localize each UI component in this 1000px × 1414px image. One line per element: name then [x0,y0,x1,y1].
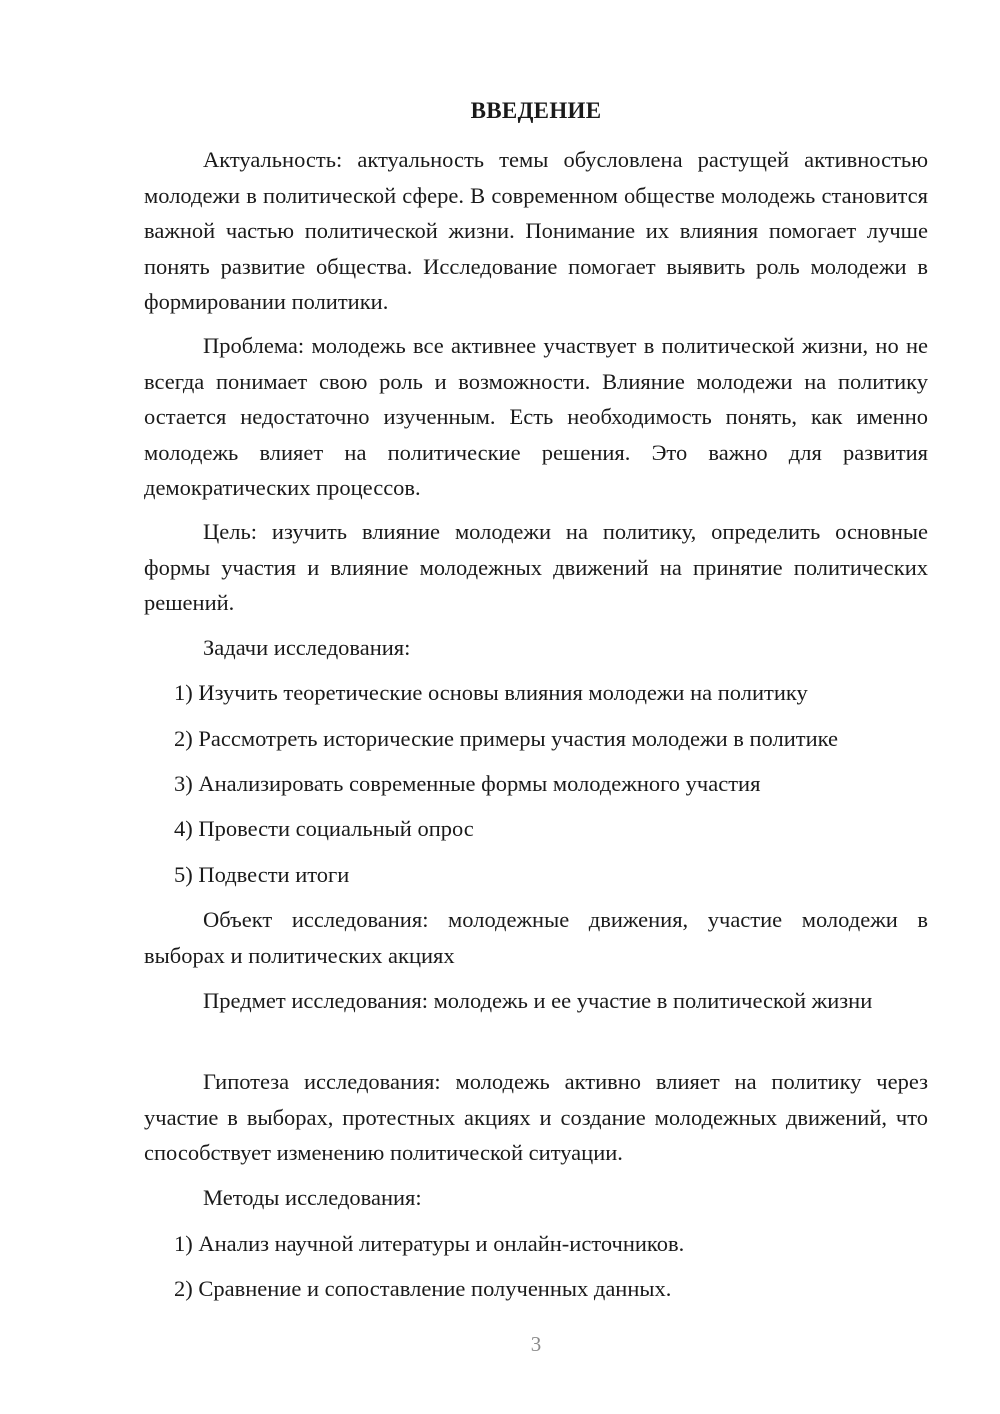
tasks-heading: Задачи исследования: [203,635,411,660]
object-paragraph: Объект исследования: молодежные движения, участие молодежи в выборах и политических акциях [144,907,928,968]
hypothesis-paragraph: Гипотеза исследования: молодежь активно влияет на политику через участие в выборах, протестных акциях и создание молодежных движений, что способствует изменению политической ситуации. [144,1069,928,1165]
method-item: 1) Анализ научной литературы и онлайн-источников. [174,1231,685,1256]
methods-heading: Методы исследования: [203,1185,422,1210]
problem-paragraph: Проблема: молодежь все активнее участвует в политической жизни, но не всегда понимает свою роль и возможности. Влияние молодежи на политику остается недостаточно изученным. Есть необходимость понять, как именно молодежь влияет на политические решения. Это важно для развития демократических процессов. [144,333,928,500]
page-title: ВВЕДЕНИЕ [470,98,602,123]
task-item: 2) Рассмотреть исторические примеры участия молодежи в политике [174,726,838,751]
goal-paragraph: Цель: изучить влияние молодежи на политику, определить основные формы участия и влияние молодежных движений на принятие политических решений. [144,519,928,615]
task-item: 4) Провести социальный опрос [174,816,474,841]
task-item: 1) Изучить теоретические основы влияния молодежи на политику [174,680,808,705]
document-page [144,0,928,1414]
subject-paragraph: Предмет исследования: молодежь и ее участие в политической жизни [203,988,873,1013]
task-item: 3) Анализировать современные формы молодежного участия [174,771,761,796]
relevance-paragraph: Актуальность: актуальность темы обусловлена растущей активностью молодежи в политической сфере. В современном обществе молодежь становится важной частью политической жизни. Понимание их влияния помогает лучше понять развитие общества. Исследование помогает выявить роль молодежи в формировании политики. [144,147,928,314]
method-item: 2) Сравнение и сопоставление полученных данных. [174,1276,672,1301]
page-number: 3 [530,1332,542,1356]
task-item: 5) Подвести итоги [174,862,350,887]
